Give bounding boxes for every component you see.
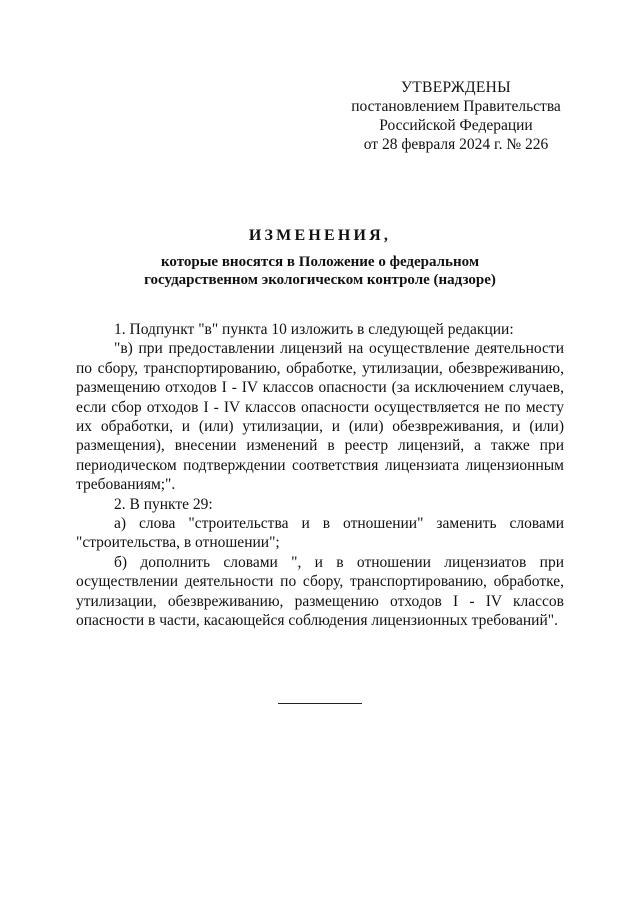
approval-title: УТВЕРЖДЕНЫ [401, 79, 511, 96]
heading-subtitle-line: государственном экологическом контроле (надзоре) [144, 272, 496, 288]
paragraph-item-1: 1. Подпункт "в" пункта 10 изложить в следующей редакции: [114, 321, 514, 338]
paragraph-item-2: 2. В пункте 29: [114, 495, 213, 513]
approval-line: от 28 февраля 2024 г. № 226 [363, 136, 549, 153]
approval-block [320, 78, 592, 154]
document-heading [72, 226, 568, 289]
paragraph-subitem-a: а) слова "строительства и в отношении" заменить словами "строительства, в отношении"; [76, 515, 564, 552]
heading-subtitle-line: которые вносятся в Положение о федеральном [160, 254, 480, 270]
end-separator-line [278, 703, 362, 704]
paragraph-quoted-text: "в) при предоставлении лицензий на осуществление деятельности по сбору, транспортированию, обработке, утилизации, обезвреживанию, размещению отходов I - IV классов опасности (за исключением случаев, если сбор отходов I - IV классов опасности осуществляется не по месту их обработки, и (или) утилизации, и (или) обезвреживания, и (или) размещения), внесении изменений в реестр лицензий, а также при периодическом подтверждении соответствия лицензиата лицензионным требованиям;". [76, 340, 564, 494]
paragraph-subitem-b: б) дополнить словами ", и в отношении лицензиатов при осуществлении деятельности по сбору, транспортированию, обработке, утилизации, обезвреживанию, размещению отходов I - IV классов опасности в части, касающейся соблюдения лицензионных требований". [76, 553, 564, 630]
heading-title: ИЗМЕНЕНИЯ, [248, 227, 392, 244]
approval-line: постановлением Правительства [351, 98, 561, 115]
approval-line: Российской Федерации [379, 117, 533, 134]
document-body [76, 320, 564, 631]
